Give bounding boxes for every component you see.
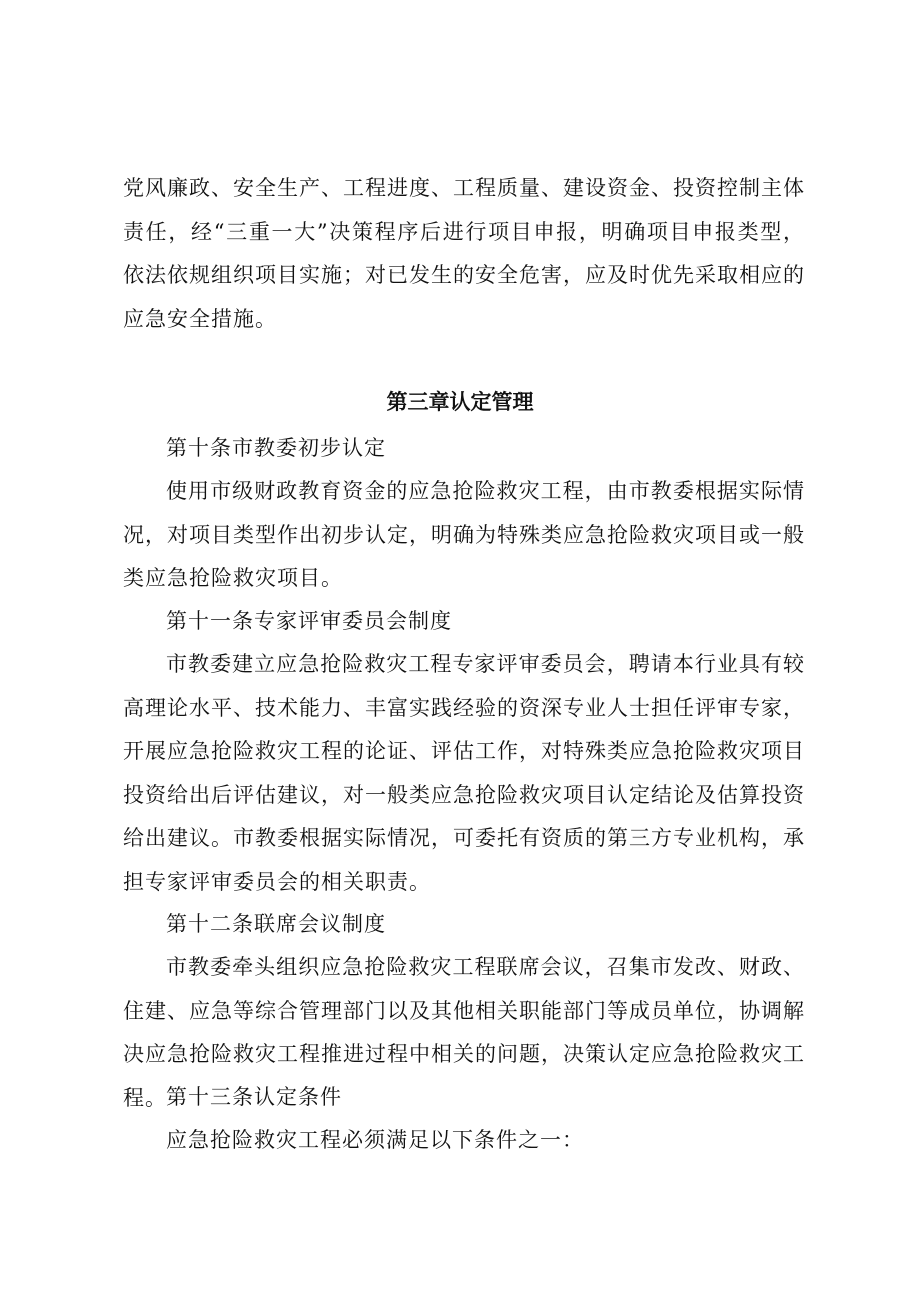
article-11-body: 市教委建立应急抢险救灾工程专家评审委员会，聘请本行业具有较高理论水平、技术能力、丰富实践经验的资深专业人士担任评审专家，开展应急抢险救灾工程的论证、评估工作，对特殊类应急抢险救灾项目投资给出后评估建议，对一般类应急抢险救灾项目认定结论及估算投资给出建议。市教委根据实际情况，可委托有资质的第三方专业机构，承担专家评审委员会的相关职责。 (123, 652, 805, 894)
article-10-body: 使用市级财政教育资金的应急抢险救灾工程，由市教委根据实际情况，对项目类型作出初步认定，明确为特殊类应急抢险救灾项目或一般类应急抢险救灾项目。 (123, 479, 805, 590)
chapter-title: 第三章认定管理 (386, 390, 534, 414)
article-12-body: 市教委牵头组织应急抢险救灾工程联席会议，召集市发改、财政、住建、应急等综合管理部门以及其他相关职能部门等成员单位，协调解决应急抢险救灾工程推进过程中相关的问题，决策认定应急抢险救灾工程。 (123, 955, 805, 1110)
article-13-title: 第十三条认定条件 (166, 1085, 342, 1109)
article-10-title: 第十条市教委初步认定 (166, 436, 386, 460)
article-11-title: 第十一条专家评审委员会制度 (166, 609, 452, 633)
article-13-body: 应急抢险救灾工程必须满足以下条件之一： (166, 1128, 584, 1152)
article-12-title: 第十二条联席会议制度 (166, 912, 386, 936)
continuation-paragraph: 党风廉政、安全生产、工程进度、工程质量、建设资金、投资控制主体责任，经“三重一大”决策程序后进行项目申报，明确项目申报类型，依法依规组织项目实施；对已发生的安全危害，应及时优先采取相应的应急安全措施。 (123, 176, 805, 331)
